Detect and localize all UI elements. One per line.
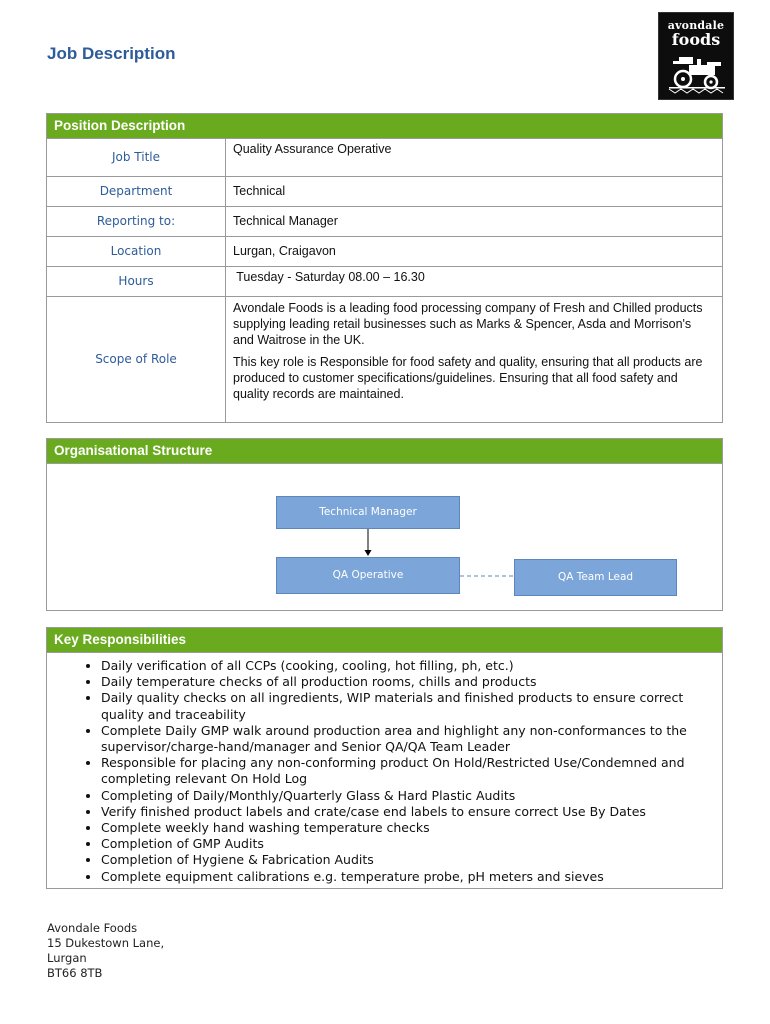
org-box-qa-operative (276, 557, 460, 594)
address-line: Lurgan (47, 951, 87, 965)
section-header: Position Description (47, 114, 722, 139)
row-label: Hours (47, 266, 226, 296)
position-table (47, 139, 722, 422)
table-row (47, 206, 722, 236)
list-item: • Completion of GMP Audits (101, 836, 722, 852)
list-item: • Complete equipment calibrations e.g. temperature probe, pH meters and sieves (101, 869, 722, 885)
logo-text-main: foods (671, 30, 721, 49)
list-item: • Responsible for placing any non-conforming product On Hold/Restricted Use/Condemned and completing relevant On Hold Log (101, 755, 722, 787)
list-item: • Complete weekly hand washing temperature checks (101, 820, 722, 836)
table-row (47, 266, 722, 296)
table-row (47, 236, 722, 266)
list-item: • Complete Daily GMP walk around production area and highlight any non-conformances to the supervisor/charge-hand/manager and Senior QA/QA Team Leader (101, 723, 722, 755)
responsibilities-list (47, 658, 722, 885)
row-label: Department (47, 176, 226, 206)
logo-text-top: avondale (667, 19, 725, 32)
scope-paragraph: Avondale Foods is a leading food processing company of Fresh and Chilled products supplying leading retail businesses such as Marks & Spencer, Asda and Morrison's and Waitrose in the UK. (233, 300, 703, 347)
org-box-label: QA Team Lead (557, 571, 634, 583)
address-line: BT66 8TB (47, 966, 103, 980)
org-box-label: QA Operative (332, 569, 404, 581)
section-header: Organisational Structure (47, 439, 722, 464)
company-logo (658, 12, 734, 100)
organisational-structure-section (46, 438, 723, 611)
row-value: Technical Manager (226, 206, 723, 236)
row-label: Location (47, 236, 226, 266)
address-line: Avondale Foods (47, 921, 138, 935)
table-row (47, 176, 722, 206)
scope-of-role-text (226, 296, 723, 422)
row-label: Scope of Role (47, 296, 226, 422)
tractor-icon (667, 53, 727, 95)
org-box-label: Technical Manager (319, 506, 417, 518)
list-item: • Completing of Daily/Monthly/Quarterly Glass & Hard Plastic Audits (101, 788, 722, 804)
section-header: Key Responsibilities (47, 628, 722, 653)
row-label: Reporting to: (47, 206, 226, 236)
position-description-section (46, 113, 723, 423)
list-item: • Daily quality checks on all ingredients, WIP materials and finished products to ensure correct quality and traceability (101, 690, 722, 722)
org-chart (47, 464, 722, 610)
page-title: Job Description (47, 44, 176, 63)
list-item: • Daily temperature checks of all production rooms, chills and products (101, 674, 722, 690)
list-item: • Daily verification of all CCPs (cooking, cooling, hot filling, ph, etc.) (101, 658, 722, 674)
key-responsibilities-section (46, 627, 723, 889)
company-address (47, 921, 164, 981)
row-value: Quality Assurance Operative (233, 142, 392, 156)
scope-paragraph: This key role is Responsible for food safety and quality, ensuring that all products are produced to customer specifications/guidelines. Ensuring that all food safety and quality records are maintained. (233, 354, 703, 401)
table-row (47, 139, 722, 176)
row-value: Lurgan, Craigavon (226, 236, 723, 266)
address-line: 15 Dukestown Lane, (47, 936, 165, 950)
row-label: Job Title (47, 139, 226, 176)
table-row (47, 296, 722, 422)
org-box-qa-team-lead (514, 559, 677, 596)
list-item: • Completion of Hygiene & Fabrication Audits (101, 852, 722, 868)
row-value: Tuesday - Saturday 08.00 – 16.30 (226, 266, 723, 296)
row-value: Technical (226, 176, 723, 206)
list-item: • Verify finished product labels and crate/case end labels to ensure correct Use By Dates (101, 804, 722, 820)
